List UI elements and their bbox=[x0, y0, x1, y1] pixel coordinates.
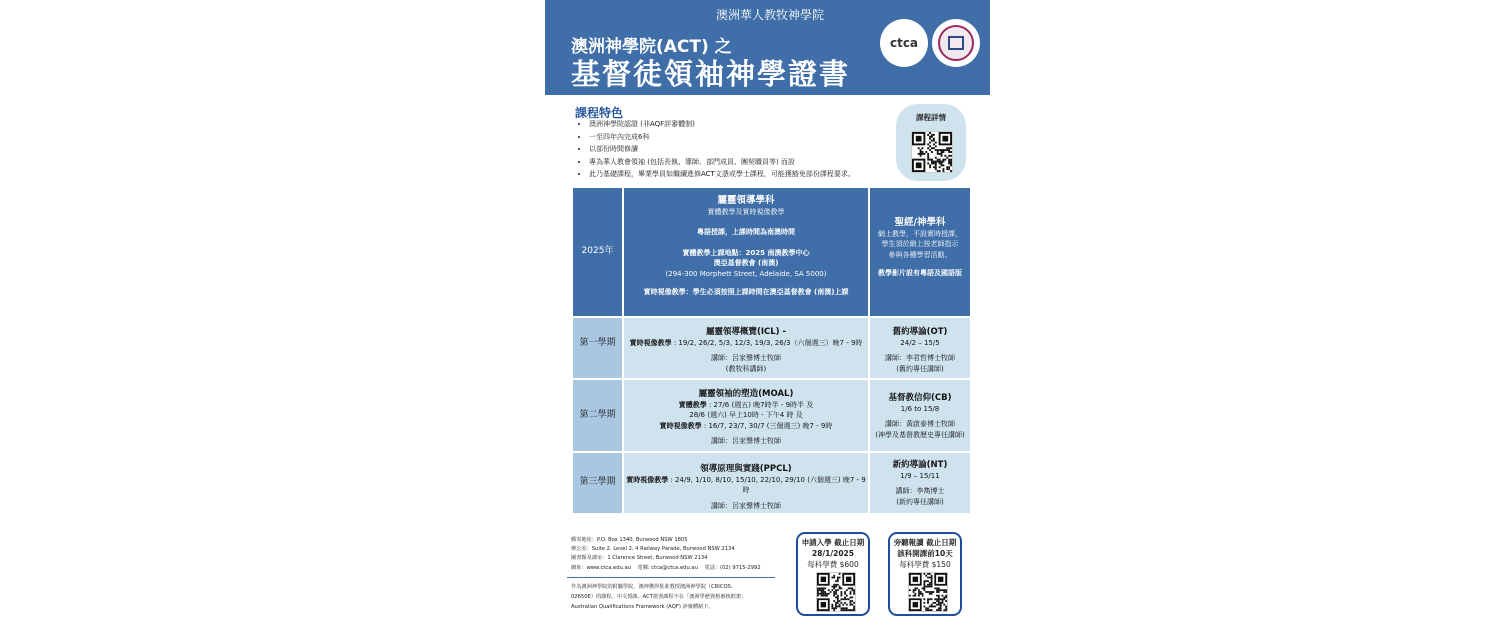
left-head-title: 屬靈領導學科 bbox=[717, 195, 775, 206]
cb-dates: 1/6 to 15/8 bbox=[900, 404, 940, 413]
cb-title: 基督教信仰(CB) bbox=[888, 393, 952, 403]
moal-online-label: 實時視像教學 bbox=[659, 421, 702, 430]
course-details-qr-box bbox=[896, 104, 966, 181]
year-label: 2025年 bbox=[581, 246, 614, 256]
brochure-sheet bbox=[545, 0, 990, 630]
cb-lecturer-role: (神學及基督教歷史專任講師) bbox=[875, 430, 965, 439]
icl-lecturer-role: (教牧科講師) bbox=[725, 364, 767, 373]
left-head-venue: 實體教學上課地點：2025 南澳教學中心 bbox=[682, 248, 810, 257]
website-link[interactable]: 網址：www.ctca.edu.au bbox=[571, 564, 631, 571]
nt-lecturer-role: (新約專任講師) bbox=[896, 497, 944, 506]
org-name: 澳洲華人教牧神學院 bbox=[715, 8, 824, 22]
ppcl-online-label: 實時視像教學 bbox=[626, 475, 669, 484]
note-line3: Australian Qualifications Framework (AQF) 評審體制下。 bbox=[571, 604, 714, 610]
nt-dates: 1/9 – 15/11 bbox=[900, 471, 940, 480]
left-head-online-note: 實時視像教學：學生必須按照上課時間在澳亞基督教會 (南澳)上課 bbox=[643, 288, 849, 296]
feature-item: • 此乃基礎課程，畢業學員如繼續進修ACT文憑或學士課程，可能獲豁免部份課程要求。 bbox=[589, 168, 855, 181]
ot-dates: 24/2 – 15/5 bbox=[900, 338, 940, 347]
audit-deadline-card bbox=[888, 532, 962, 616]
nt-lecturer: 講師：李雋博士 bbox=[895, 487, 945, 495]
ctca-logo bbox=[880, 19, 928, 67]
feature-item: • 澳洲神學院認證 (非AQF評審體制) bbox=[589, 118, 855, 131]
term2-moal-cell bbox=[624, 380, 868, 451]
ctca-logo-text: ctca bbox=[889, 36, 919, 50]
term3-label-cell bbox=[573, 453, 622, 513]
nt-title: 新約導論(NT) bbox=[892, 460, 948, 470]
ot-title: 舊約導論(OT) bbox=[892, 327, 948, 337]
icl-lecturer: 講師：呂家聲博士牧師 bbox=[711, 354, 781, 362]
icl-online-dates: : 19/2, 26/2, 5/3, 12/3, 19/3, 26/3（六個週三）晚7 - 9時 bbox=[671, 338, 863, 347]
apply-deadline-card bbox=[796, 532, 870, 616]
moal-inperson-label: 實體教學 bbox=[678, 400, 707, 409]
affiliation-note bbox=[571, 582, 786, 612]
feature-item: • 以部份時間修讀 bbox=[589, 143, 855, 156]
qr-label: 課程詳情 bbox=[916, 113, 946, 122]
title-line1: 澳洲神學院(ACT) 之 bbox=[571, 37, 732, 57]
act-seal-logo bbox=[932, 19, 980, 67]
shield-icon bbox=[938, 25, 974, 61]
feature-item: • 專為華人教會領袖 (包括長執、導師、部門成員、團契職員等) 而設 bbox=[589, 156, 855, 169]
email-link[interactable]: 電郵: ctca@ctca.edu.au bbox=[637, 564, 698, 571]
apply-deadline-title: 申請入學 截止日期 bbox=[801, 538, 865, 547]
contact-info bbox=[571, 536, 761, 573]
icl-title: 屬靈領導概覽(ICL) - bbox=[705, 327, 787, 337]
term1-label: 第一學期 bbox=[579, 338, 616, 348]
moal-title: 屬靈領袖的塑造(MOAL) bbox=[698, 389, 794, 399]
ppcl-title: 領導原理與實踐(PPCL) bbox=[700, 464, 792, 474]
left-head-address: (294-300 Morphett Street, Adelaide, SA 5000) bbox=[665, 269, 827, 278]
features-list bbox=[575, 118, 855, 181]
ppcl-online-dates: : 24/9, 1/10, 8/10, 15/10, 22/10, 29/10 (六個週三) 晚7 - 9 時 bbox=[668, 475, 866, 494]
term2-label-cell bbox=[573, 380, 622, 451]
term1-label-cell bbox=[573, 318, 622, 378]
term1-ot-cell bbox=[870, 318, 970, 378]
icl-online-label: 實時視像教學 bbox=[629, 338, 672, 347]
audit-deadline-date: 該科開課前10天 bbox=[897, 549, 953, 558]
year-cell bbox=[573, 188, 622, 316]
term1-icl-cell bbox=[624, 318, 868, 378]
term3-nt-cell bbox=[870, 453, 970, 513]
phone-number: 電話：(02) 9715-2992 bbox=[704, 564, 761, 571]
audit-deadline-title: 旁聽報讀 截止日期 bbox=[893, 538, 957, 547]
library-address: 圖書館及課室：1 Clarence Street, Burwood NSW 2134 bbox=[571, 555, 708, 562]
postal-address: 郵寄地址：P.O. Box 1340, Burwood NSW 1805 bbox=[571, 537, 688, 543]
note-line2: 02650E）的課程。中文授課。ACT證書課程不在「澳洲學歷資格審核框架」 bbox=[571, 594, 747, 600]
right-head-line2: 學生須於網上按老師指示 bbox=[881, 240, 959, 248]
ot-lecturer-role: (舊約專任講師) bbox=[896, 364, 944, 373]
left-head-language: 粵語授課，上課時間為南澳時間 bbox=[697, 228, 795, 236]
moal-inperson-dates: : 27/6 (週五) 晚7時半 - 9時半 及 bbox=[706, 400, 814, 409]
right-head-note: 教學影片設有粵語及國語版 bbox=[878, 269, 962, 277]
office-address: 辦公室：Suite 2, Level 2, 4 Railway Parade, Burwood NSW 2134 bbox=[571, 546, 735, 553]
right-head-title: 聖經/神學科 bbox=[894, 217, 946, 228]
right-head-line3: 參與各種學習活動。 bbox=[888, 250, 952, 259]
ot-lecturer: 講師：李君哲博士牧師 bbox=[885, 354, 955, 362]
qr-code-icon[interactable] bbox=[911, 131, 953, 173]
apply-fee: 每科學費 $600 bbox=[807, 560, 859, 569]
left-head-subtitle: 實體教學及實時視像教學 bbox=[707, 207, 785, 216]
audit-fee: 每科學費 $150 bbox=[899, 560, 951, 569]
note-line1: 作為澳洲神學院的附屬學院，澳神獲得批准教授澳洲神學院（CRICOS: bbox=[571, 584, 733, 590]
moal-inperson-dates2: 28/6 (週六) 早上10時 - 下午4 時 及 bbox=[689, 411, 803, 419]
term2-label: 第二學期 bbox=[579, 410, 616, 420]
features-title: 課程特色 bbox=[575, 106, 624, 120]
qr-code-icon[interactable] bbox=[816, 572, 856, 612]
moal-lecturer: 講師：呂家聲博士牧師 bbox=[711, 437, 781, 445]
title-line2: 基督徒領袖神學證書 bbox=[571, 57, 851, 91]
ppcl-lecturer: 講師：呂家聲博士牧師 bbox=[711, 501, 781, 510]
right-head-line1: 網上教學，不設實時授課， bbox=[878, 229, 962, 238]
cb-lecturer: 講師：黃啟泰博士牧師 bbox=[885, 420, 955, 428]
apply-deadline-date: 28/1/2025 bbox=[811, 549, 854, 558]
term3-label: 第三學期 bbox=[579, 477, 616, 487]
feature-item: • 一至四年內完成6科 bbox=[589, 131, 855, 144]
left-head-church: 澳亞基督教會 (南澳) bbox=[713, 259, 779, 267]
spiritual-leadership-head bbox=[624, 188, 868, 316]
footer-divider bbox=[567, 577, 775, 578]
term2-cb-cell bbox=[870, 380, 970, 451]
header-banner bbox=[545, 0, 990, 95]
moal-online-dates: : 16/7, 23/7, 30/7 (三個週三) 晚7 - 9時 bbox=[701, 421, 833, 430]
qr-code-icon[interactable] bbox=[908, 572, 948, 612]
bible-theology-head bbox=[870, 188, 970, 316]
term3-ppcl-cell bbox=[624, 453, 868, 513]
